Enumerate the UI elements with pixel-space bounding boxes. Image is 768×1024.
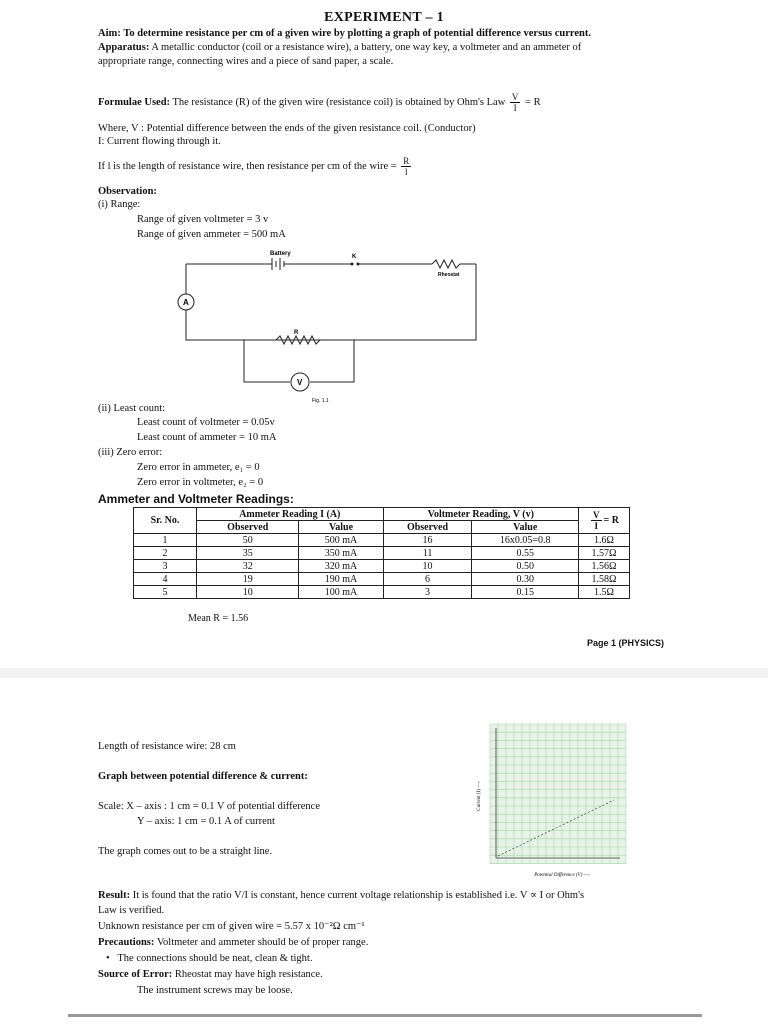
cell-a-obs: 50	[197, 534, 299, 547]
straight-line-note: The graph comes out to be a straight line.	[98, 846, 273, 857]
where-line-1: Where, V : Potential difference between the ends of the given resistance coil. (Conductor)	[98, 123, 476, 134]
cell-a-val: 500 mA	[299, 534, 383, 547]
cell-a-obs: 19	[197, 573, 299, 586]
precautions-text: Voltmeter and ammeter should be of proper range.	[156, 937, 369, 948]
wire-volt-right	[310, 340, 354, 382]
precaution-bullet-text: The connections should be neat, clean & tight.	[117, 953, 313, 964]
precautions-line	[98, 936, 368, 949]
cell-sr: 3	[134, 560, 197, 573]
circuit-diagram	[176, 246, 496, 406]
ohms-fraction	[510, 92, 521, 113]
precautions-label: Precautions:	[98, 937, 155, 948]
aim-text: To determine resistance per cm of a given wire by plotting a graph of potential difference versus current.	[123, 28, 591, 39]
rheostat-label: Rheostat	[438, 272, 460, 278]
bullet-icon: •	[106, 953, 110, 964]
observation-heading: Observation:	[98, 186, 157, 197]
table-subheader-row	[134, 521, 630, 534]
cell-r: 1.6Ω	[579, 534, 630, 547]
cell-v-val: 0.55	[472, 547, 579, 560]
cell-sr: 2	[134, 547, 197, 560]
error-text-2: The instrument screws may be loose.	[137, 985, 293, 996]
table-row	[134, 573, 630, 586]
key-label: K	[352, 254, 357, 260]
table-header-row	[134, 508, 630, 521]
cell-v-val: 0.30	[472, 573, 579, 586]
formulae-line	[98, 92, 541, 113]
key-dot-left	[351, 263, 354, 266]
readings-heading: Ammeter and Voltmeter Readings:	[98, 492, 294, 506]
table-row	[134, 534, 630, 547]
resistor-label: R	[294, 330, 299, 336]
error-label: Source of Error:	[98, 969, 173, 980]
header-a-observed: Observed	[197, 521, 299, 534]
cell-a-val: 320 mA	[299, 560, 383, 573]
unknown-resistance: Unknown resistance per cm of given wire = 5.57 x 10⁻²Ω cm⁻¹	[98, 921, 365, 932]
aim-line	[98, 27, 698, 40]
ammeter-range: Range of given ammeter = 500 mA	[137, 229, 286, 240]
rheostat-coil	[432, 260, 476, 268]
lc-voltmeter: Least count of voltmeter = 0.05v	[137, 417, 275, 428]
table-row	[134, 560, 630, 573]
length-formula-text: If l is the length of resistance wire, then resistance per cm of the wire =	[98, 160, 397, 172]
apparatus-text-2: appropriate range, connecting wires and a piece of sand paper, a scale.	[98, 56, 394, 67]
header-v-value: Value	[472, 521, 579, 534]
cell-r: 1.57Ω	[579, 547, 630, 560]
cell-a-val: 100 mA	[299, 586, 383, 599]
vi-graph	[470, 718, 635, 883]
header-ratio	[579, 508, 630, 534]
readings-table	[133, 507, 630, 599]
formulae-label: Formulae Used:	[98, 96, 171, 108]
battery-label: Battery	[270, 251, 291, 257]
fraction-numerator: V	[511, 92, 519, 102]
table-row	[134, 586, 630, 599]
where-line-2: I: Current flowing through it.	[98, 136, 221, 147]
cell-a-val: 190 mA	[299, 573, 383, 586]
page-title: EXPERIMENT – 1	[324, 10, 444, 25]
length-fraction	[401, 156, 411, 177]
length-formula-line	[98, 156, 413, 177]
page-footer: Page 1 (PHYSICS)	[586, 638, 664, 648]
source-error-line	[98, 968, 323, 981]
result-text: It is found that the ratio V/I is constant, hence current voltage relationship is established i.e. V ∝ I or Ohm's	[132, 890, 585, 901]
apparatus-line	[98, 41, 698, 54]
cell-a-obs: 10	[197, 586, 299, 599]
header-a-value: Value	[299, 521, 383, 534]
figure-label: Fig. 1.1	[312, 398, 329, 404]
wire-loop	[186, 264, 476, 340]
length-fraction-den: l	[405, 167, 408, 177]
page-separator	[0, 668, 768, 678]
cell-r: 1.58Ω	[579, 573, 630, 586]
graph-heading: Graph between potential difference & current:	[98, 771, 308, 782]
mean-r: Mean R = 1.56	[188, 613, 249, 624]
cell-sr: 1	[134, 534, 197, 547]
result-line	[98, 889, 698, 902]
cell-v-obs: 3	[383, 586, 472, 599]
scale-x: Scale: X – axis : 1 cm = 0.1 V of potential difference	[98, 801, 320, 812]
header-ammeter: Ammeter Reading I (A)	[197, 508, 384, 521]
cell-v-val: 0.15	[472, 586, 579, 599]
result-label: Result:	[98, 890, 131, 901]
voltmeter-range: Range of given voltmeter = 3 v	[137, 214, 269, 225]
fraction-denominator: I	[513, 103, 517, 113]
ze-voltmeter: Zero error in voltmeter, e₂ = 0	[137, 477, 264, 488]
cell-a-obs: 35	[197, 547, 299, 560]
wire-volt-left	[244, 340, 290, 382]
apparatus-text: A metallic conductor (coil or a resistance wire), a battery, one way key, a voltmeter and an ammeter of	[151, 42, 582, 53]
header-v-observed: Observed	[383, 521, 472, 534]
wire-length: Length of resistance wire: 28 cm	[98, 741, 236, 752]
ratio-den: I	[594, 521, 599, 531]
ratio-fraction	[591, 510, 602, 531]
voltmeter-label: V	[297, 378, 303, 387]
formulae-text: The resistance (R) of the given wire (resistance coil) is obtained by Ohm's Law	[172, 96, 506, 108]
ratio-num: V	[593, 510, 600, 520]
cell-a-val: 350 mA	[299, 547, 383, 560]
cell-v-val: 16x0.05=0.8	[472, 534, 579, 547]
graph-y-label: Current (I) —›	[477, 781, 482, 811]
header-srno: Sr. No.	[134, 508, 197, 534]
ze-ammeter: Zero error in ammeter, e₁ = 0	[137, 462, 260, 473]
scale-y: Y – axis: 1 cm = 0.1 A of current	[137, 816, 275, 827]
cell-v-obs: 16	[383, 534, 472, 547]
ratio-eq: = R	[603, 514, 619, 526]
formulae-eq: = R	[525, 96, 541, 108]
zero-error-label: (iii) Zero error:	[98, 447, 163, 458]
cell-v-val: 0.50	[472, 560, 579, 573]
header-voltmeter: Voltmeter Reading, V (v)	[383, 508, 578, 521]
error-text: Rheostat may have high resistance.	[174, 969, 323, 980]
cell-r: 1.5Ω	[579, 586, 630, 599]
graph-paper	[490, 724, 626, 864]
key-dot-right	[357, 263, 360, 266]
precaution-bullet	[106, 952, 312, 965]
ammeter-label: A	[183, 298, 189, 307]
length-fraction-num: R	[403, 156, 410, 166]
cell-sr: 4	[134, 573, 197, 586]
cell-r: 1.56Ω	[579, 560, 630, 573]
cell-v-obs: 6	[383, 573, 472, 586]
lc-ammeter: Least count of ammeter = 10 mA	[137, 432, 277, 443]
table-row	[134, 547, 630, 560]
cell-sr: 5	[134, 586, 197, 599]
cell-v-obs: 11	[383, 547, 472, 560]
apparatus-label: Apparatus:	[98, 42, 150, 53]
range-label: (i) Range:	[98, 199, 141, 210]
bottom-rule	[68, 1014, 702, 1017]
result-text-2: Law is verified.	[98, 905, 165, 916]
cell-v-obs: 10	[383, 560, 472, 573]
aim-label: Aim:	[98, 28, 121, 39]
least-count-label: (ii) Least count:	[98, 403, 166, 414]
cell-a-obs: 32	[197, 560, 299, 573]
graph-x-label: Potential Difference (V) —›	[534, 873, 590, 878]
